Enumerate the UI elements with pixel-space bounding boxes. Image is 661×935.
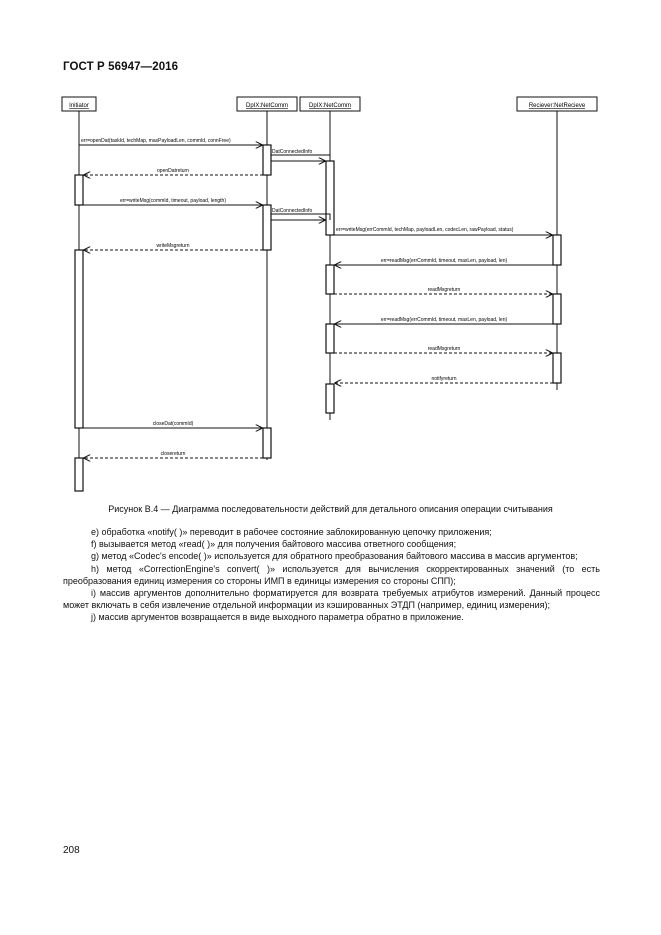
activation-bar [75,458,83,491]
list-item: j) массив аргументов возвращается в виде выходного параметра обратно в приложение. [91,612,464,623]
message [334,287,552,294]
activation-bar [553,235,561,265]
activation-bar [263,145,271,175]
page-number: 208 [63,845,80,856]
participant-dp2 [300,97,360,111]
activation-bar [326,265,334,294]
participant-dp1 [237,97,297,111]
participant-label: Initiator [69,103,89,109]
message [84,451,263,458]
activation-bar [326,161,334,235]
participant-label: Reciever:NetRecieve [528,103,586,109]
message [335,258,553,265]
message [271,208,330,220]
message-label: notifyreturn [431,376,457,382]
activation-bar [75,175,83,205]
message-label: err=writeMsg(commId, timeout, payload, length) [119,198,227,204]
message [84,168,263,175]
message [79,138,262,145]
message [334,346,552,353]
list-item: g) метод «Codec's encode( )» используется для обратного преобразования байтового массива в массив аргументов; [91,551,578,562]
message [335,376,553,383]
message [83,198,262,205]
message-label: err=readMsg(errCommId, timeout, maxLen, payload, len) [380,258,508,264]
document-header: ГОСТ Р 56947—2016 [63,61,179,73]
activation-bar [326,324,334,353]
list-item: e) обработка «notify( )» переводит в рабочее состояние заблокированную цепочку приложения; [91,527,492,537]
figure-caption: Рисунок В.4 — Диаграмма последовательности действий для детального описания операции считывания [108,504,553,514]
activation-bar [553,294,561,324]
activation-bar [263,205,271,250]
list-item: f) вызывается метод «read( )» для получения байтового массива ответного сообщения; [91,539,457,550]
message-label: openDatreturn [157,168,189,174]
message-label: DatConnectedInfo [272,149,313,155]
activation-bar [553,353,561,383]
message-label: closereturn [160,451,186,457]
message-label: err=writeMsg(errCommId, techMap, payloadLen, codecLen, rawPayload, status) [336,227,514,233]
message-label: DatConnectedInfo [272,208,313,214]
message-label: closeDat(commId) [152,421,194,427]
list-item: i) массив аргументов дополнительно форматируется для возврата требуемых атрибутов измерений. Данный процесс может включать в себя извлечение отдельной информации из кэшированных ЭТДП (например, единиц измерения); [63,588,600,611]
message [271,149,330,161]
message-label: err=openDat(taskId, techMap, maxPayloadLen, commId, connFree) [81,138,231,144]
activation-bar [263,428,271,458]
message-label: readMsgreturn [427,346,461,352]
activation-bar [75,250,83,428]
message [83,421,262,428]
lifelines [79,111,557,490]
message [335,317,553,324]
participant-label: DpIX:NetComm [245,103,289,109]
message-label: writeMsgreturn [156,243,190,249]
message [84,243,263,250]
participant-receiver [517,97,597,111]
body-text [63,526,600,624]
message-label: err=readMsg(errCommId, timeout, maxLen, payload, len) [380,317,508,323]
message-label: readMsgreturn [427,287,461,293]
message [334,227,552,235]
activation-bar [326,384,334,413]
list-item: h) метод «CorrectionEngine's convert( )» используется для вычисления скорректированных значений (то есть преобразования единиц измерения со стороны ИМП в единицы измерения со стороны СПП); [63,563,600,586]
participant-label: DpIX:NetComm [308,103,352,109]
participant-initiator [62,97,96,111]
messages [79,138,553,458]
